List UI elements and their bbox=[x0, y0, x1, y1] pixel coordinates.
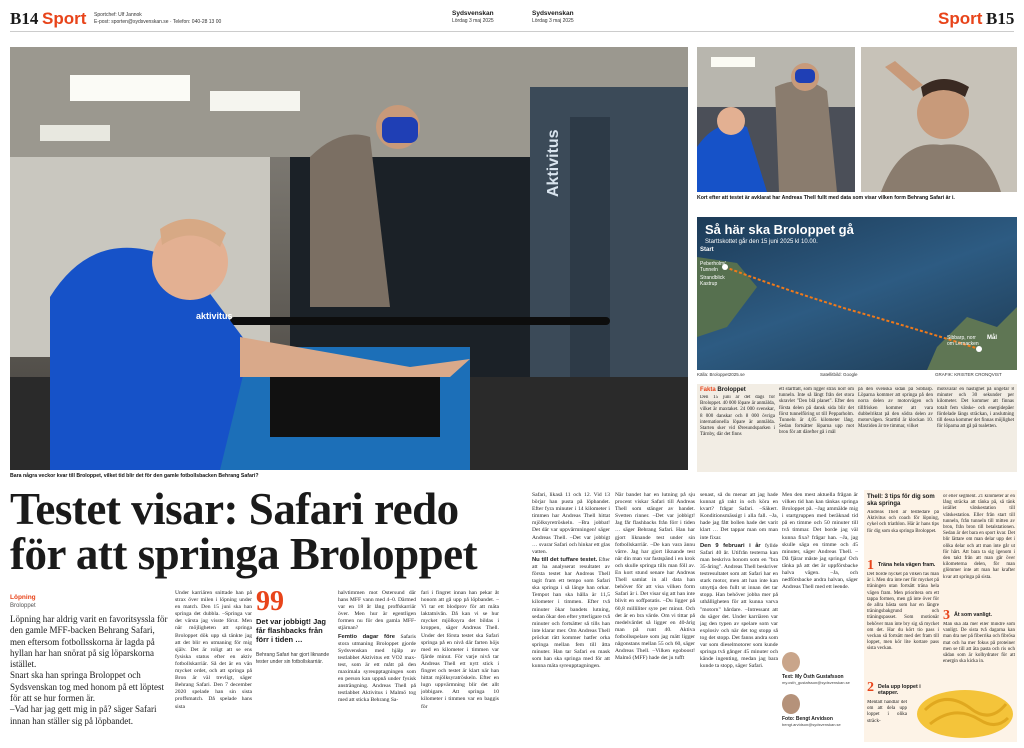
right-page-number: B15 bbox=[986, 9, 1015, 28]
left-section-label: Sport bbox=[42, 9, 87, 28]
map-subtitle: Starttskottet går den 15 juni 2025 kl 10.00. bbox=[705, 239, 818, 245]
map-finish-label: Mål bbox=[987, 335, 998, 341]
body-column-5: När bandet har en lutning på sju procent viskar Safari till Andreas Thell som stänger av bandet. Svetten rinner. –Det var jobbigt! Jag får flashbacks från förr i tiden … säger Behrang Safari. Han har gjort liknande test under sin fotbollskarriär. –De kan vara ännu värre. Jag har gjort liknande test när din man var fastspänd i en krok och skulle springa tills man föll av. En kort stund senare har Andreas Thell samlat in all data han behöver för att visa vilken form Safari är i. Det visar sig att han inte blivit en soffpotatis. –Du ligger på 60,8 milliliter syre per minut. Och det är en bra värde. Om vi tittar på medelvärdet så ligger en 40-årig man på runt 40. Aktiva fotbollsspelare som jag mätt ligger någonstans mellan 55 och 60, säger Andreas Thell. –Vilken egoboost! Malmö (MFF) hade det ju tufft bbox=[615, 492, 695, 662]
map-finish-place: Sibbarp, norr om Lernacken bbox=[947, 335, 979, 347]
tips-title: Thell: 3 tips för dig som ska springa bbox=[867, 494, 935, 507]
tip-1-number: 1 bbox=[867, 558, 874, 573]
body-column-4-text: Safari, likaså 11 och 12. Vid 13 börjar han pusta på löpbandet. Efter fyra minuter i 14 kilometer i timmen har Andreas Thell hittat mjölksyretröskeln. –Bra jobbat! Det där var uppvärmningen! säger Andreas Thell. –Det var jobbigt … svarar Safari och hinkar ett glas vatten. bbox=[532, 492, 610, 555]
exhausted-runner-image bbox=[861, 47, 1017, 192]
tip-2-text-cont: or eller segment. 21 kilometer är en lång sträcka att tänka på, så tänk istället vätskestation till vätskestation. Eller från start till tunneln, från tunneln till mitten av bron, från bron till betalstationen. Sedan är det bara en sport kvar. Det blir lättare om man delar upp det i olika delar och att man inte går ut för hårt. Att bara ta sig igenom i den takt från att man går över kilometerna delen, för man glömmer inte att man har krafter kvar att springa på sista. bbox=[943, 494, 1015, 580]
right-paper-name: Sydsvenskan bbox=[532, 10, 574, 17]
fakta-box bbox=[697, 384, 1017, 472]
headline-line-1: Testet visar: Safari redo bbox=[10, 484, 459, 534]
lede-paragraph-2: Snart ska han springa Broloppet och Sydsvenskan tog med honom på ett löptest för att se hur formen är. bbox=[10, 670, 164, 704]
map-title: Så här ska Broloppet gå bbox=[705, 222, 854, 237]
body-column-4-text-b: Efter att ha analyserat resultatet av första testet har Andreas Thell tagit fram ett tempo som Safari ska springa i så länge han orkar. Tempot han ska hålla är 11,5 kilometer i timmen. Efter två minuter ökar bandets lutning, sedan ökar den efter ytterligare två minuter och fortsätter så tills han inte klarar mer. Om Andreas Thell pröckat rätt kommer hatfer orka springa mellan fem till åtta minuter. Han tar Safari en mask som han ska springa med för att kunna mäta syreupptagningen. bbox=[532, 556, 610, 670]
quote-text: Det var jobbigt! Jag får flashbacks från förr i tiden … bbox=[256, 617, 327, 644]
pull-quote bbox=[256, 586, 332, 740]
byline-photo-email: bengt.arvidson@sydsvenskan.se bbox=[782, 722, 841, 727]
byline-photo bbox=[782, 694, 858, 727]
body-column-1: Under karriären snittade han på strax över milen i löpning under en match. Den 15 juni ska han springa det dubbla. –Springa var det värsta jag visste förut. Men när möjligheten att springa Broloppet dök upp så tänkte jag att det blir en utmaning för mig själv. Det är roligt att se ens fysiska status efter en aktiv fotbollskarriär. Så det är en vän mycket ordet, och att springa på Bron är väl trevligt, säger Behrang Safari. Den 7 december 2020 spelade han sin sista proffsmatch. Då spelade hans sista bbox=[175, 590, 252, 710]
left-paper-name: Sydsvenskan bbox=[452, 10, 494, 17]
map-start-place-2: Strandblick Kastrup bbox=[700, 275, 725, 287]
byline-text-email: my.osth_gustafsson@sydsvenskan.se bbox=[782, 680, 850, 685]
byline-text-name: Text: My Östh Gustafsson bbox=[782, 674, 844, 680]
tip-2-heading: Dela upp loppet i etapper. bbox=[878, 684, 921, 696]
body-column-6 bbox=[700, 492, 778, 742]
small-photos-caption: Kort efter att testet är avklarat har Andreas Thell fullt med data som visar vilken form Behrang Safari är i. bbox=[697, 195, 955, 201]
tip-3-heading: Ät som vanligt. bbox=[954, 612, 992, 618]
left-page-number: B14 bbox=[10, 9, 39, 28]
tip-3-number: 3 bbox=[943, 608, 950, 623]
headline bbox=[10, 484, 510, 579]
main-photo-caption: Bara några veckor kvar till Broloppet, vilket tid blir det för den gamle fotbollsbacken Behrang Safari? bbox=[10, 473, 259, 479]
fakta-col-4: motsvarar en hastighet på ungefär 8 minuter och 30 sekunder per kilometer. Det kommer att finnas totalt fem vätske- och energidepåer fördelade längs sträckan, i anslutning till dessa kommer det finnas möjlighet för löparna att gå på toaletten. bbox=[937, 387, 1014, 430]
kicker-sub: Broloppet bbox=[10, 603, 36, 609]
map-graphic-credit: GRAFIK: KRISTER CRONQVIST bbox=[935, 372, 1002, 377]
small-photo-left bbox=[697, 47, 855, 192]
body-subhead-3: Den 9 februari i år bbox=[700, 542, 761, 549]
body-column-2 bbox=[338, 590, 416, 740]
quote-attribution: Behrang Safari har gjort liknande tester under sin fotbollskarriär. bbox=[256, 652, 330, 665]
tip-2-text: Mentalt handlar det om att dela upp loppet i olika sträck- bbox=[867, 700, 907, 724]
wall-brand-text: Aktivitus bbox=[545, 129, 562, 197]
fakta-col-2: ett startfält, som ligger strax norr om tunneln. Inte så långt från det stora skravlet "Den blå planet". Efter den första delen på dansk sida blir det först tunnelföring ut till Pepparholm. Tunneln är 4,05 kilometer lång. Sedan fortsätter löparna upp mot bron för att därefter gå i mål bbox=[779, 387, 854, 436]
route-map bbox=[697, 217, 1017, 370]
map-source: Källa: Broloppet2025.se bbox=[697, 372, 745, 377]
tips-intro: Andreas Thell är testledare på Aktivitus och coach för löpning, cykel och triathlon. Här är hans tips för dig som ska springa Broloppet. bbox=[867, 510, 939, 534]
body-column-6-text: senast, så du menar att jag hade kunnat gå rakt in och köra en kvart? frågar Safari. –Säkert. Konditionsmässigt i alla fall. –Ja, hade jag fått bollen hade det varit klart … Det tappar man om man inte fixar. bbox=[700, 492, 778, 541]
fakta-label: Fakta bbox=[700, 387, 716, 393]
body-subhead-1: Femtio dagar före bbox=[338, 633, 396, 640]
byline-text bbox=[782, 652, 858, 685]
tip-3-text: Man ska äta mer eller mindre som vanligt. De sista två dagarna kan man dra ner på fiberrika och fibrösa mat och ha mer fokus på proteiner men se till att äta pasta och ris och sådan som är kolhydrater för att energin ska kicka in. bbox=[943, 622, 1015, 665]
small-photo-right bbox=[861, 47, 1017, 192]
body-column-7: Men den mest aktuella frågan är vilken tid han kan tänkas springa Broloppet på. –Jag ammälde mig i startgruppen med beräknad tid på en timme och 50 minuter till två timmar. Det borde jag väl kunna fixa? frågar han. –Ja, jag skulle säga en timme och 45 minuter, säger Andreas Thell. –Då fjärar måste jag springa! Och tänka på att det är uppförsbacke halva vägen. –Ja, och nedförsbacke andra halvan, säger Andreas Thell med ett leende. bbox=[782, 492, 858, 591]
map-satellite-credit: Satellitbild: Google bbox=[820, 372, 858, 377]
fakta-title: Broloppet bbox=[717, 387, 746, 393]
lede-paragraph-3: –Vad har jag gett mig in på? säger Safari innan han ställer sig på löpbandet. bbox=[10, 704, 157, 726]
tip-1-heading: Träna hela vägen fram. bbox=[878, 562, 936, 568]
kicker: Löpning bbox=[10, 594, 36, 601]
fakta-col-3: på den svenska sidan på Sibbarp. Löparna kommer att springa på den norra delen av motorvägen och tillfrisken kommer att vara dubbelriktat på den södra delen av motorvägen. Starttid är klockan 10. Maxtiden är tre timmar, vilket bbox=[858, 387, 933, 430]
map-start-label: Start bbox=[700, 247, 714, 253]
contact-line: E-post: sporten@sydsvenskan.se · Telefon: 040-28 13 00 bbox=[94, 19, 222, 25]
author-avatar bbox=[782, 652, 800, 672]
lede-paragraph-1: Löpning har aldrig varit en favoritsyssla för den gamle MFF-backen Behrang Safari, men eftersom fotbollsskorna är lagda på hyllan har han snörat på sig löparskorna istället. bbox=[10, 614, 168, 670]
editor-line: Sportchef: Ulf Jannok bbox=[94, 12, 142, 18]
tip-2-number: 2 bbox=[867, 680, 874, 695]
pasta-image bbox=[910, 680, 1015, 740]
right-date: Lördag 3 maj 2025 bbox=[532, 18, 574, 24]
fakta-col-1: Den 15 juni är det dags för Broloppet. 40 000 löpare är anmälda, vilket är maxtaket. 24 000 svenskar, 8 000 danskar och 8 000 övriga internationella löpare är anmälda. Starten sker vid Øresundsparken i Tårnby, där det finns bbox=[700, 395, 775, 438]
body-column-2-text-b: Safaris stora utmaning Broloppet gjorde Sydsvenskan med hjälp av testlabbet Aktivitus ett VO2 max-test, som är ett mått på den maximala syreupptagningen som en person kan uppnå under fysisk ansträngning. Andreas Thell på testlabbet Aktivitus i Malmö tog med att sticka Behrang Sa- bbox=[338, 633, 416, 704]
treadmill-scene-image bbox=[10, 47, 688, 470]
quote-mark: 99 bbox=[256, 586, 284, 617]
test-with-mask-image bbox=[697, 47, 855, 192]
body-column-6-text-b: fyllde Safari 40 år. Utifrån testerna kan man beskriva honom som en "bra 35-åring". Andreas Thell beskriver testresultatet som att Safari har en stark motor, men att han inte kan utnyttja den fullt ut innan det tar stopp. Han behöver jobba mer på uthålligheten för att kunna varva "motorn" hårdare. –Intressant att du säger det. Under karriären var jag den typen av spelare som var explosiv och när det tog stopp så tog det stopp. Det fanns andra som var som dieselmotorer som kunde springa två gånger 45 minuter och kände ingenting, medan jag bara kunde ta stopp, säger Safari. bbox=[700, 542, 778, 670]
tip-1-text: Det borde nycket på vilken fas man är i. Men dra inte ner för mycket på träningen utan fortsätt träna hela vägen fram. Men prioritera om ett tappa formen, men gå inte över för de allra bästa som har en längre träningsbakgrund och träningspasset. Som motionär behöver man inte bry sig så mycket om det. Har du kört tio pass i veckan så fortsätt med det fram till loppet, men kör lite kortare pass sista veckan. bbox=[867, 572, 939, 652]
left-date: Lördag 3 maj 2025 bbox=[452, 18, 494, 24]
main-photo bbox=[10, 47, 688, 470]
body-subhead-2: Nu till det tuffare testet. bbox=[532, 556, 598, 563]
lede bbox=[10, 614, 168, 727]
photographer-avatar bbox=[782, 694, 800, 714]
right-section-label: Sport bbox=[938, 9, 983, 28]
body-column-2-text: halvtimmen mot Östersund där hans MFF vann med 4–0. Därmed var en 18 år lång proffskarriär över. Men hur är egentligen formen nu för den gamla MFF-stjärnan? bbox=[338, 590, 416, 632]
tips-box bbox=[864, 490, 1017, 742]
body-column-3: fari i fingret innan han pekar åt honom att gå upp på löpbandet. –Vi tar ett blodprov för att mäta laktatnivån. Då kan vi se hur mycket mjölksyra det bildas i kroppen, säger Andreas Thell. Under det första testet ska Safari springa på en nivå där farten höjs med en kilometer i timmen var fjärde minut. För varje nivå tar Andreas Thell ett nytt stick i fingret och testet är klart när han hittat mjölksyratröskeln. Efter en lugn uppvärmning blir det allt jobbigare. Att springa 10 kilometer i timmen var en baggis för bbox=[421, 590, 499, 710]
map-start-place: Peberholm/ Tunneln bbox=[700, 261, 726, 273]
byline-photo-name: Foto: Bengt Arvidson bbox=[782, 716, 833, 722]
body-column-4 bbox=[532, 492, 610, 742]
headline-line-2: för att springa Broloppet bbox=[10, 529, 478, 579]
shirt-brand-text: aktivitus bbox=[196, 311, 233, 321]
fakta-heading bbox=[700, 387, 746, 393]
